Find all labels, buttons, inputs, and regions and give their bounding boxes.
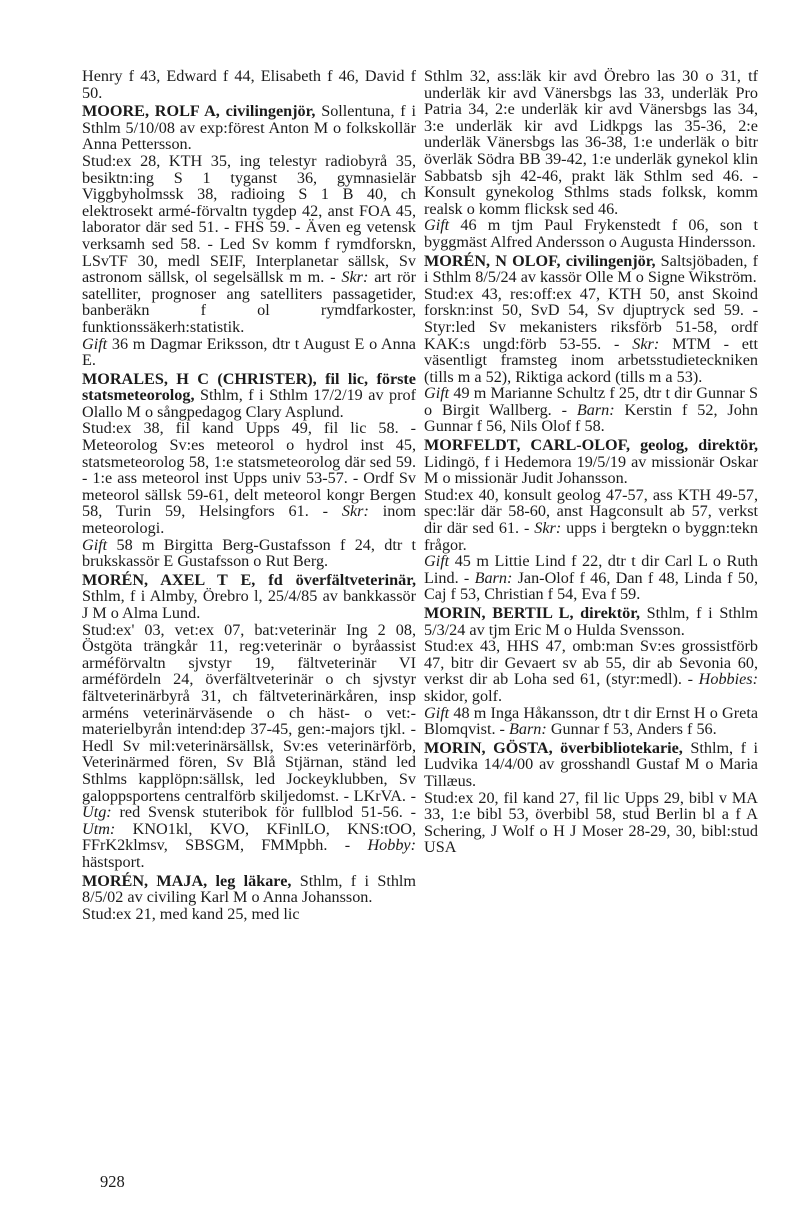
entry-intro: Sthlm, f i Ludvika 14/4/00 av grosshandl Gustaf M o Maria Tillæus. bbox=[424, 738, 758, 790]
entry-first-paragraph bbox=[82, 873, 416, 906]
entry-heading: MORÉN, N OLOF, civilingenjör, bbox=[424, 251, 656, 270]
biography-entry bbox=[424, 605, 758, 738]
entry-first-paragraph bbox=[82, 371, 416, 421]
entry-paragraph bbox=[82, 336, 416, 369]
entry-text: KNO1kl, KVO, KFinlLO, KNS:tOO, FFrK2klmsv, SBSGM, FMMpbh. - bbox=[82, 819, 416, 855]
entry-intro: Sthlm, f i Almby, Örebro l, 25/4/85 av bankkassör J M o Alma Lund. bbox=[82, 587, 416, 622]
entry-text: Gunnar f 53, Anders f 56. bbox=[546, 720, 717, 739]
italic-label: Hobbies: bbox=[698, 670, 758, 689]
entry-paragraph bbox=[82, 906, 416, 923]
entry-intro: Sollentuna, f i Sthlm 5/10/08 av exp:förest Anton M o folkskollär Anna Pettersson. bbox=[82, 102, 416, 154]
entry-first-paragraph bbox=[424, 605, 758, 638]
entry-text: 49 m Marianne Schultz f 25, dtr t dir Gunnar S o Birgit Wallberg. - bbox=[424, 384, 758, 419]
entry-text: Stud:ex 43, HHS 47, omb:man Sv:es grossistförb 47, bitr dir Gevaert sv ab 55, dir ab Sevonia 60, verkst dir ab Loha sed 61, (styr:medl). - bbox=[424, 637, 758, 689]
biography-entry bbox=[424, 437, 758, 603]
entry-first-paragraph bbox=[82, 103, 416, 153]
left-column bbox=[82, 68, 416, 922]
entry-paragraph bbox=[82, 420, 416, 536]
page-number: 928 bbox=[100, 1172, 125, 1191]
entry-first-paragraph bbox=[82, 572, 416, 622]
italic-label: Hobby: bbox=[367, 836, 416, 855]
italic-label: Barn: bbox=[576, 400, 615, 419]
entry-text: upps i bergtekn o byggn:tekn frågor. bbox=[424, 519, 758, 554]
entry-text: art rör satelliter, prognoser ang satelliters passagetider, banberäkn f ol rymdfarkoster, funktionssäkerh:statistik. bbox=[82, 268, 416, 336]
italic-label: Skr: bbox=[632, 334, 660, 353]
entry-paragraph bbox=[424, 705, 758, 738]
entry-heading: MOORE, ROLF A, civilingenjör, bbox=[82, 102, 316, 121]
entry-heading: MORIN, BERTIL L, direktör, bbox=[424, 604, 640, 622]
entry-paragraph bbox=[424, 553, 758, 603]
italic-label: Gift bbox=[82, 334, 108, 353]
biography-entry bbox=[82, 873, 416, 923]
entry-text: 58 m Birgitta Berg-Gustafsson f 24, dtr t brukskassör E Gustafsson o Rut Berg. bbox=[82, 535, 416, 571]
entry-paragraph bbox=[424, 217, 758, 250]
entry-heading: MORFELDT, CARL-OLOF, geolog, direktör, bbox=[424, 436, 758, 455]
italic-label: Barn: bbox=[474, 568, 513, 587]
entry-first-paragraph bbox=[424, 437, 758, 487]
italic-label: Gift bbox=[424, 552, 450, 571]
entry-intro: Sthlm, f i Sthlm 5/3/24 av tjm Eric M o Hulda Svensson. bbox=[424, 604, 758, 639]
entry-text: Sthlm 32, ass:läk kir avd Örebro las 30 o 31, tf underläk kir avd Vänersbgs las 33, underläk Pro Patria 34, 2:e underläk kir avd Vänersbgs las 34, 3:e underläk kir avd Lidkpgs las 35-36, 2:e underläk Vänersbgs las 36-38, 1:e underläk o bitr överläk Södra BB 39-42, 1:e underläk gynekol klin Sabbatsb sjh 42-46, prakt läk Sthlm sed 46. - Konsult gynekolog Sthlms stads folksk, komm realsk o komm flicksk sed 46. bbox=[424, 67, 758, 218]
entry-first-paragraph bbox=[424, 68, 758, 217]
entry-text: Stud:ex 20, fil kand 27, fil lic Upps 29, bibl v MA 33, 1:e bibl 53, överbibl 58, stud Berlin bl a f A Schering, J Wolf o H J Moser 28-29, 30, bibl:stud USA bbox=[424, 788, 758, 857]
entry-paragraph bbox=[424, 385, 758, 435]
biography-entry bbox=[82, 572, 416, 871]
entry-paragraph bbox=[424, 487, 758, 553]
italic-label: Skr: bbox=[534, 519, 562, 538]
entry-heading: MORÉN, AXEL T E, fd överfältveterinär, bbox=[82, 570, 416, 589]
entry-intro: Lidingö, f i Hedemora 19/5/19 av missionär Oskar M o missionär Judit Johansson. bbox=[424, 452, 758, 488]
entry-paragraph bbox=[424, 790, 758, 856]
entry-first-paragraph bbox=[424, 740, 758, 790]
entry-first-paragraph bbox=[82, 68, 416, 101]
entry-text: Stud:ex 21, med kand 25, med lic bbox=[82, 904, 300, 923]
italic-label: Gift bbox=[424, 703, 450, 722]
entry-text: red Svensk stuteribok för fullblod 51-56. - bbox=[111, 803, 416, 822]
entry-text: Stud:ex 38, fil kand Upps 49, fil lic 58. - Meteorolog Sv:es meteorol o hydrol inst 45, statsmeteorolog 58, 1:e statsmeteorolog där sed 59. - 1:e ass meteorol inst Upps univ 53-57. - Ordf Sv meteorol sällsk 59-61, delt meteorol kongr Bergen 58, Turin 59, Helsingfors 61. - bbox=[82, 419, 416, 521]
entry-paragraph bbox=[424, 286, 758, 386]
entry-first-paragraph bbox=[424, 253, 758, 286]
italic-label: Utm: bbox=[82, 819, 116, 838]
entry-heading: MORALES, H C (CHRISTER), fil lic, förste statsmeteorolog, bbox=[82, 369, 416, 405]
entry-text: hästsport. bbox=[82, 852, 145, 871]
entry-text: Stud:ex 28, KTH 35, ing telestyr radiobyrå 35, besiktn:ing S 1 tyganst 36, gymnasielär Viggbyholmssk 38, radioing S 1 B 40, ch elektrosekt armé-förvaltn tygdep 42, anst FOA 45, laborator där sed 51. - FHS 59. - Även eg vetensk verksamh sed 58. - Led Sv komm f rymdforskn, LSvTF 30, medl SEIF, Interplanetar sällsk, Sv astronom sällsk, ol segelsällsk m m. - bbox=[82, 151, 416, 287]
entry-text: Stud:ex 43, res:off:ex 47, KTH 50, anst Skoind forskn:inst 50, SvD 54, Sv djuptryck sed 59. - Styr:led Sv mekanisters riksförb 51-58, ordf KAK:s ungd:förb 53-55. - bbox=[424, 284, 758, 353]
entry-text: 46 m tjm Paul Frykenstedt f 06, son t byggmäst Alfred Andersson o Augusta Hindersson. bbox=[424, 216, 758, 251]
right-column bbox=[424, 68, 758, 856]
entry-intro: Saltsjöbaden, f i Sthlm 8/5/24 av kassör Olle M o Signe Wikström. bbox=[424, 251, 758, 287]
biography-entry bbox=[424, 740, 758, 856]
entry-text: Henry f 43, Edward f 44, Elisabeth f 46, David f 50. bbox=[82, 67, 416, 102]
entry-text: MTM - ett väsentligt framsteg inom arbetsstudieteckniken (tills m a 52), Riktiga ackord (tills m a 53). bbox=[424, 334, 758, 386]
biography-entry bbox=[82, 371, 416, 570]
italic-label: Gift bbox=[424, 384, 450, 403]
entry-paragraph bbox=[82, 537, 416, 570]
italic-label: Skr: bbox=[341, 268, 369, 287]
biography-entry bbox=[424, 68, 758, 251]
entry-text: 48 m Inga Håkansson, dtr t dir Ernst H o Greta Blomqvist. - bbox=[424, 703, 758, 739]
italic-label: Skr: bbox=[341, 502, 369, 521]
entry-paragraph bbox=[82, 622, 416, 871]
italic-label: Gift bbox=[82, 535, 108, 554]
entry-text: 36 m Dagmar Eriksson, dtr t August E o Anna E. bbox=[82, 334, 416, 370]
italic-label: Utg: bbox=[82, 803, 112, 822]
entry-paragraph bbox=[424, 638, 758, 704]
entry-text: Stud:ex' 03, vet:ex 07, bat:veterinär Ing 2 08, Östgöta trängkår 11, reg:veterinär o byråassist arméförvaltn sjvstyr 19, fältveterinär VI arméfördeln 24, överfältveterinär o ch sjvstyr fältveterinärbyrå 31, ch fältveterinärkåren, insp arméns veterinärväsende o ch häst- o vet:-materielbyrån intend:dep 37-45, gen:-majors tjkl. - Hedl Sv mil:veterinärsällsk, Sv:es veterinärförb, Veterinärmed fören, Sv Blå Stjärnan, ständ led Sthlms kapplöpn:sällsk, led Jockeyklubben, Sv galoppsportens centralförb skiljedomst. - LKrVA. - bbox=[82, 620, 416, 805]
entry-heading: MORIN, GÖSTA, överbibliotekarie, bbox=[424, 738, 683, 757]
entry-intro: Sthlm, f i Sthlm 8/5/02 av civiling Karl M o Anna Johansson. bbox=[82, 871, 416, 907]
biography-entry bbox=[82, 68, 416, 101]
entry-text: Stud:ex 40, konsult geolog 47-57, ass KTH 49-57, spec:lär där 58-60, anst Hagconsult ab 57, verkst dir där sed 61. - bbox=[424, 485, 758, 538]
entry-paragraph bbox=[82, 153, 416, 336]
biography-entry bbox=[82, 103, 416, 369]
italic-label: Gift bbox=[424, 216, 450, 235]
entry-text: 45 m Littie Lind f 22, dtr t dir Carl L o Ruth Lind. - bbox=[424, 552, 758, 587]
entry-heading: MORÉN, MAJA, leg läkare, bbox=[82, 871, 292, 890]
entry-text: skidor, golf. bbox=[424, 686, 503, 705]
entry-text: inom meteorologi. bbox=[82, 502, 416, 538]
entry-intro: Sthlm, f i Sthlm 17/2/19 av prof Olallo M o sångpedagog Clary Asplund. bbox=[82, 386, 416, 421]
entry-text: Kerstin f 52, John Gunnar f 56, Nils Olof f 58. bbox=[424, 400, 758, 436]
entry-text: Jan-Olof f 46, Dan f 48, Linda f 50, Caj f 53, Christian f 54, Eva f 59. bbox=[424, 568, 758, 604]
biography-entry bbox=[424, 253, 758, 436]
italic-label: Barn: bbox=[509, 720, 547, 739]
